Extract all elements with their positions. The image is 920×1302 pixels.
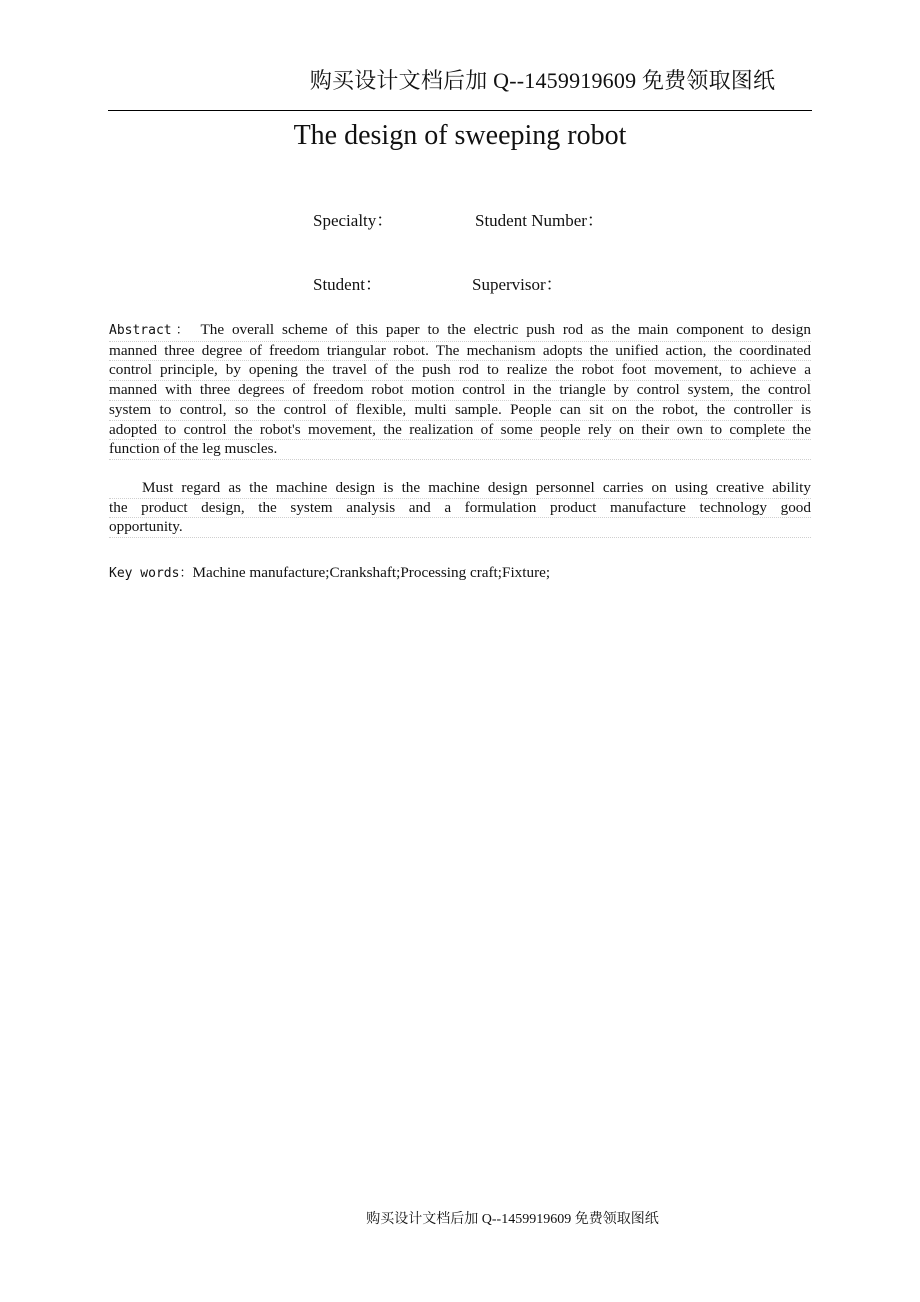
keywords-text: Machine manufacture;Crankshaft;Processing craft;Fixture; xyxy=(192,564,551,581)
paragraph-line: opportunity. xyxy=(109,518,811,538)
keywords-label: Key words： xyxy=(109,566,193,581)
abstract-line: manned with three degrees of freedom robot motion control in the triangle by control system, the control xyxy=(109,381,811,401)
header-note: 购买设计文档后加 Q--1459919609 免费领取图纸 xyxy=(309,68,776,93)
abstract-line: Abstract： The overall scheme of this paper to the electric push rod as the main component to design xyxy=(109,321,811,342)
document-title: The design of sweeping robot xyxy=(293,120,627,151)
abstract-line: function of the leg muscles. xyxy=(109,440,811,460)
specialty-label: Specialty： xyxy=(313,211,394,230)
abstract-label: Abstract： xyxy=(109,323,193,338)
student-label: Student： xyxy=(313,275,382,294)
abstract-line: control principle, by opening the travel of the push rod to realize the robot foot movement, to achieve a xyxy=(109,361,811,381)
abstract-line: system to control, so the control of flexible, multi sample. People can sit on the robot, the controller is xyxy=(109,401,811,421)
abstract-line: adopted to control the robot's movement, the realization of some people rely on their own to complete the xyxy=(109,421,811,441)
second-paragraph xyxy=(109,479,811,538)
footer-note: 购买设计文档后加 Q--1459919609 免费领取图纸 xyxy=(366,1212,659,1227)
keywords xyxy=(109,562,811,582)
abstract-paragraph xyxy=(109,321,811,460)
abstract-line: manned three degree of freedom triangular robot. The mechanism adopts the unified action, the coordinated xyxy=(109,342,811,362)
header-divider xyxy=(108,110,812,111)
paragraph-line: Must regard as the machine design is the machine design personnel carries on using creative ability xyxy=(109,479,811,499)
paragraph-line: the product design, the system analysis and a formulation product manufacture technology good xyxy=(109,499,811,519)
student-number-label: Student Number： xyxy=(475,211,604,230)
supervisor-label: Supervisor： xyxy=(472,275,563,294)
